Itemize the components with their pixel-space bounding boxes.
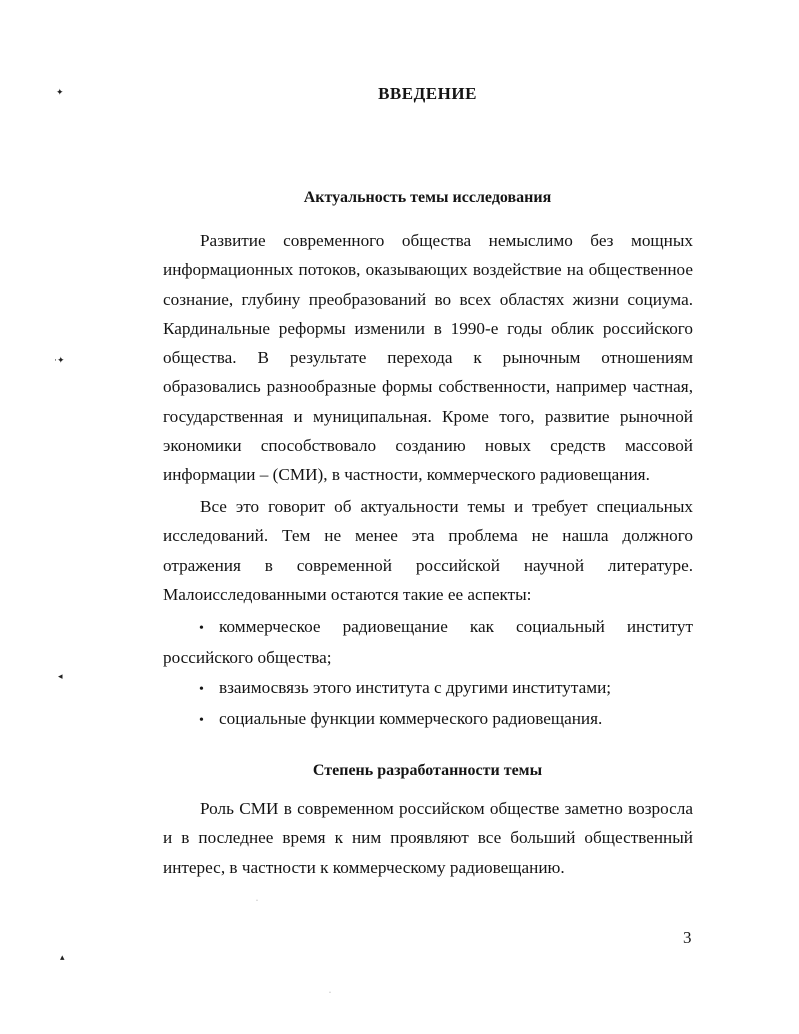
list-item bbox=[163, 673, 693, 704]
list-item bbox=[163, 612, 693, 673]
scan-artifact-mark: ▴ bbox=[60, 952, 65, 962]
scan-artifact-mark: ◂ bbox=[58, 671, 63, 681]
list-item-text: взаимосвязь этого института с другими институтами; bbox=[219, 677, 612, 697]
bullet-icon: • bbox=[199, 681, 204, 697]
list-item-text: социальные функции коммерческого радиовещания. bbox=[219, 708, 603, 728]
aspects-list bbox=[163, 612, 693, 735]
page-number: 3 bbox=[683, 928, 692, 947]
page-title: ВВЕДЕНИЕ bbox=[378, 84, 477, 103]
scan-artifact-mark: ·✦ bbox=[54, 355, 65, 365]
bullet-icon: • bbox=[199, 712, 204, 728]
scan-artifact-dot: · bbox=[256, 898, 258, 904]
section-heading-relevance: Актуальность темы исследования bbox=[303, 189, 552, 206]
list-item bbox=[163, 704, 693, 735]
scan-artifact-mark: ✦ bbox=[56, 87, 64, 97]
list-item-text: коммерческое радиовещание как социальный институт российского общества; bbox=[163, 617, 693, 668]
paragraph-development-1: Роль СМИ в современном российском обществе заметно возросла и в последнее время к ним проявляют все больший общественный интерес, в частности к коммерческому радиовещанию. bbox=[163, 799, 693, 877]
section-heading-development: Степень разработанности темы bbox=[312, 762, 543, 779]
scan-artifact-dot: · bbox=[329, 990, 331, 996]
paragraph-relevance-1: Развитие современного общества немыслимо без мощных информационных потоков, оказывающих воздействие на общественное сознание, глубину преобразований во всех областях жизни социума. Кардинальные реформы изменили в 1990-е годы облик российского общества. В результате перехода к рыночным отношениям образовались разнообразные формы собственности, например частная, государственная и муниципальная. Кроме того, развитие рыночной экономики способствовало созданию новых средств массовой информации – (СМИ), в частности, коммерческого радиовещания. bbox=[163, 231, 693, 485]
bullet-icon: • bbox=[199, 621, 204, 636]
paragraph-relevance-2: Все это говорит об актуальности темы и требует специальных исследований. Тем не менее эта проблема не нашла должного отражения в современной российской научной литературе. Малоисследованными остаются такие ее аспекты: bbox=[163, 497, 693, 604]
